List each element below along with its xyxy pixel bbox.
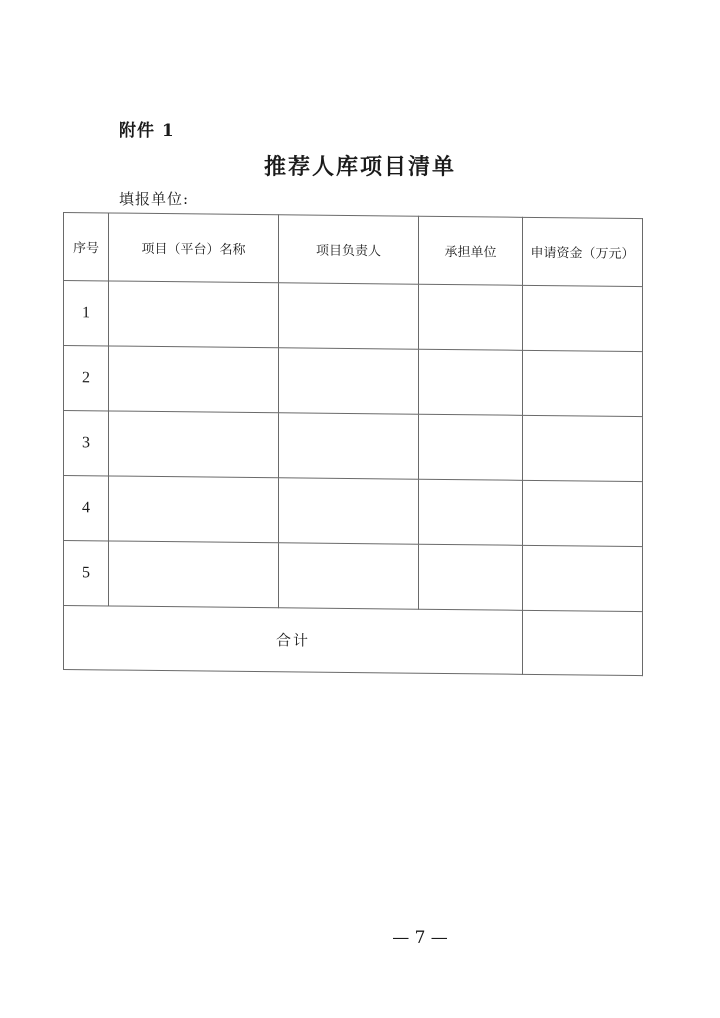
undertaking-unit-cell[interactable] <box>419 284 523 350</box>
header-requested-funds: 申请资金（万元） <box>523 217 643 286</box>
undertaking-unit-cell[interactable] <box>419 349 523 415</box>
header-project-name: 项目（平台）名称 <box>109 213 279 283</box>
table-row <box>64 476 643 547</box>
requested-funds-cell[interactable] <box>523 480 643 546</box>
table-row <box>64 281 643 352</box>
row-number: 4 <box>64 476 109 541</box>
table-row <box>64 541 643 612</box>
project-name-cell[interactable] <box>109 476 279 543</box>
project-leader-cell[interactable] <box>279 283 419 349</box>
attachment-label: 附件 1 <box>119 121 175 141</box>
undertaking-unit-cell[interactable] <box>419 414 523 480</box>
project-name-cell[interactable] <box>109 281 279 348</box>
project-name-cell[interactable] <box>109 411 279 478</box>
project-name-cell[interactable] <box>109 346 279 413</box>
row-number: 1 <box>64 281 109 346</box>
filling-unit-label: 填报单位: <box>119 190 190 208</box>
requested-funds-cell[interactable] <box>523 350 643 416</box>
project-list-table <box>63 212 643 676</box>
row-number: 3 <box>64 411 109 476</box>
project-leader-cell[interactable] <box>279 348 419 414</box>
requested-funds-cell[interactable] <box>523 285 643 351</box>
table-row <box>64 346 643 417</box>
project-leader-cell[interactable] <box>279 543 419 609</box>
requested-funds-cell[interactable] <box>523 415 643 481</box>
total-funds-cell[interactable] <box>523 610 643 675</box>
document-title: 推荐人库项目清单 <box>263 154 456 180</box>
header-undertaking-unit: 承担单位 <box>419 216 523 285</box>
total-row <box>64 606 643 676</box>
header-seq: 序号 <box>64 213 109 281</box>
undertaking-unit-cell[interactable] <box>419 544 523 610</box>
project-name-cell[interactable] <box>109 541 279 608</box>
requested-funds-cell[interactable] <box>523 545 643 611</box>
page-number: — 7 — <box>392 928 448 948</box>
row-number: 5 <box>64 541 109 606</box>
table-header-row <box>64 213 643 287</box>
total-label: 合计 <box>64 606 523 675</box>
row-number: 2 <box>64 346 109 411</box>
project-leader-cell[interactable] <box>279 478 419 544</box>
table-row <box>64 411 643 482</box>
undertaking-unit-cell[interactable] <box>419 479 523 545</box>
project-leader-cell[interactable] <box>279 413 419 479</box>
header-project-leader: 项目负责人 <box>279 215 419 284</box>
